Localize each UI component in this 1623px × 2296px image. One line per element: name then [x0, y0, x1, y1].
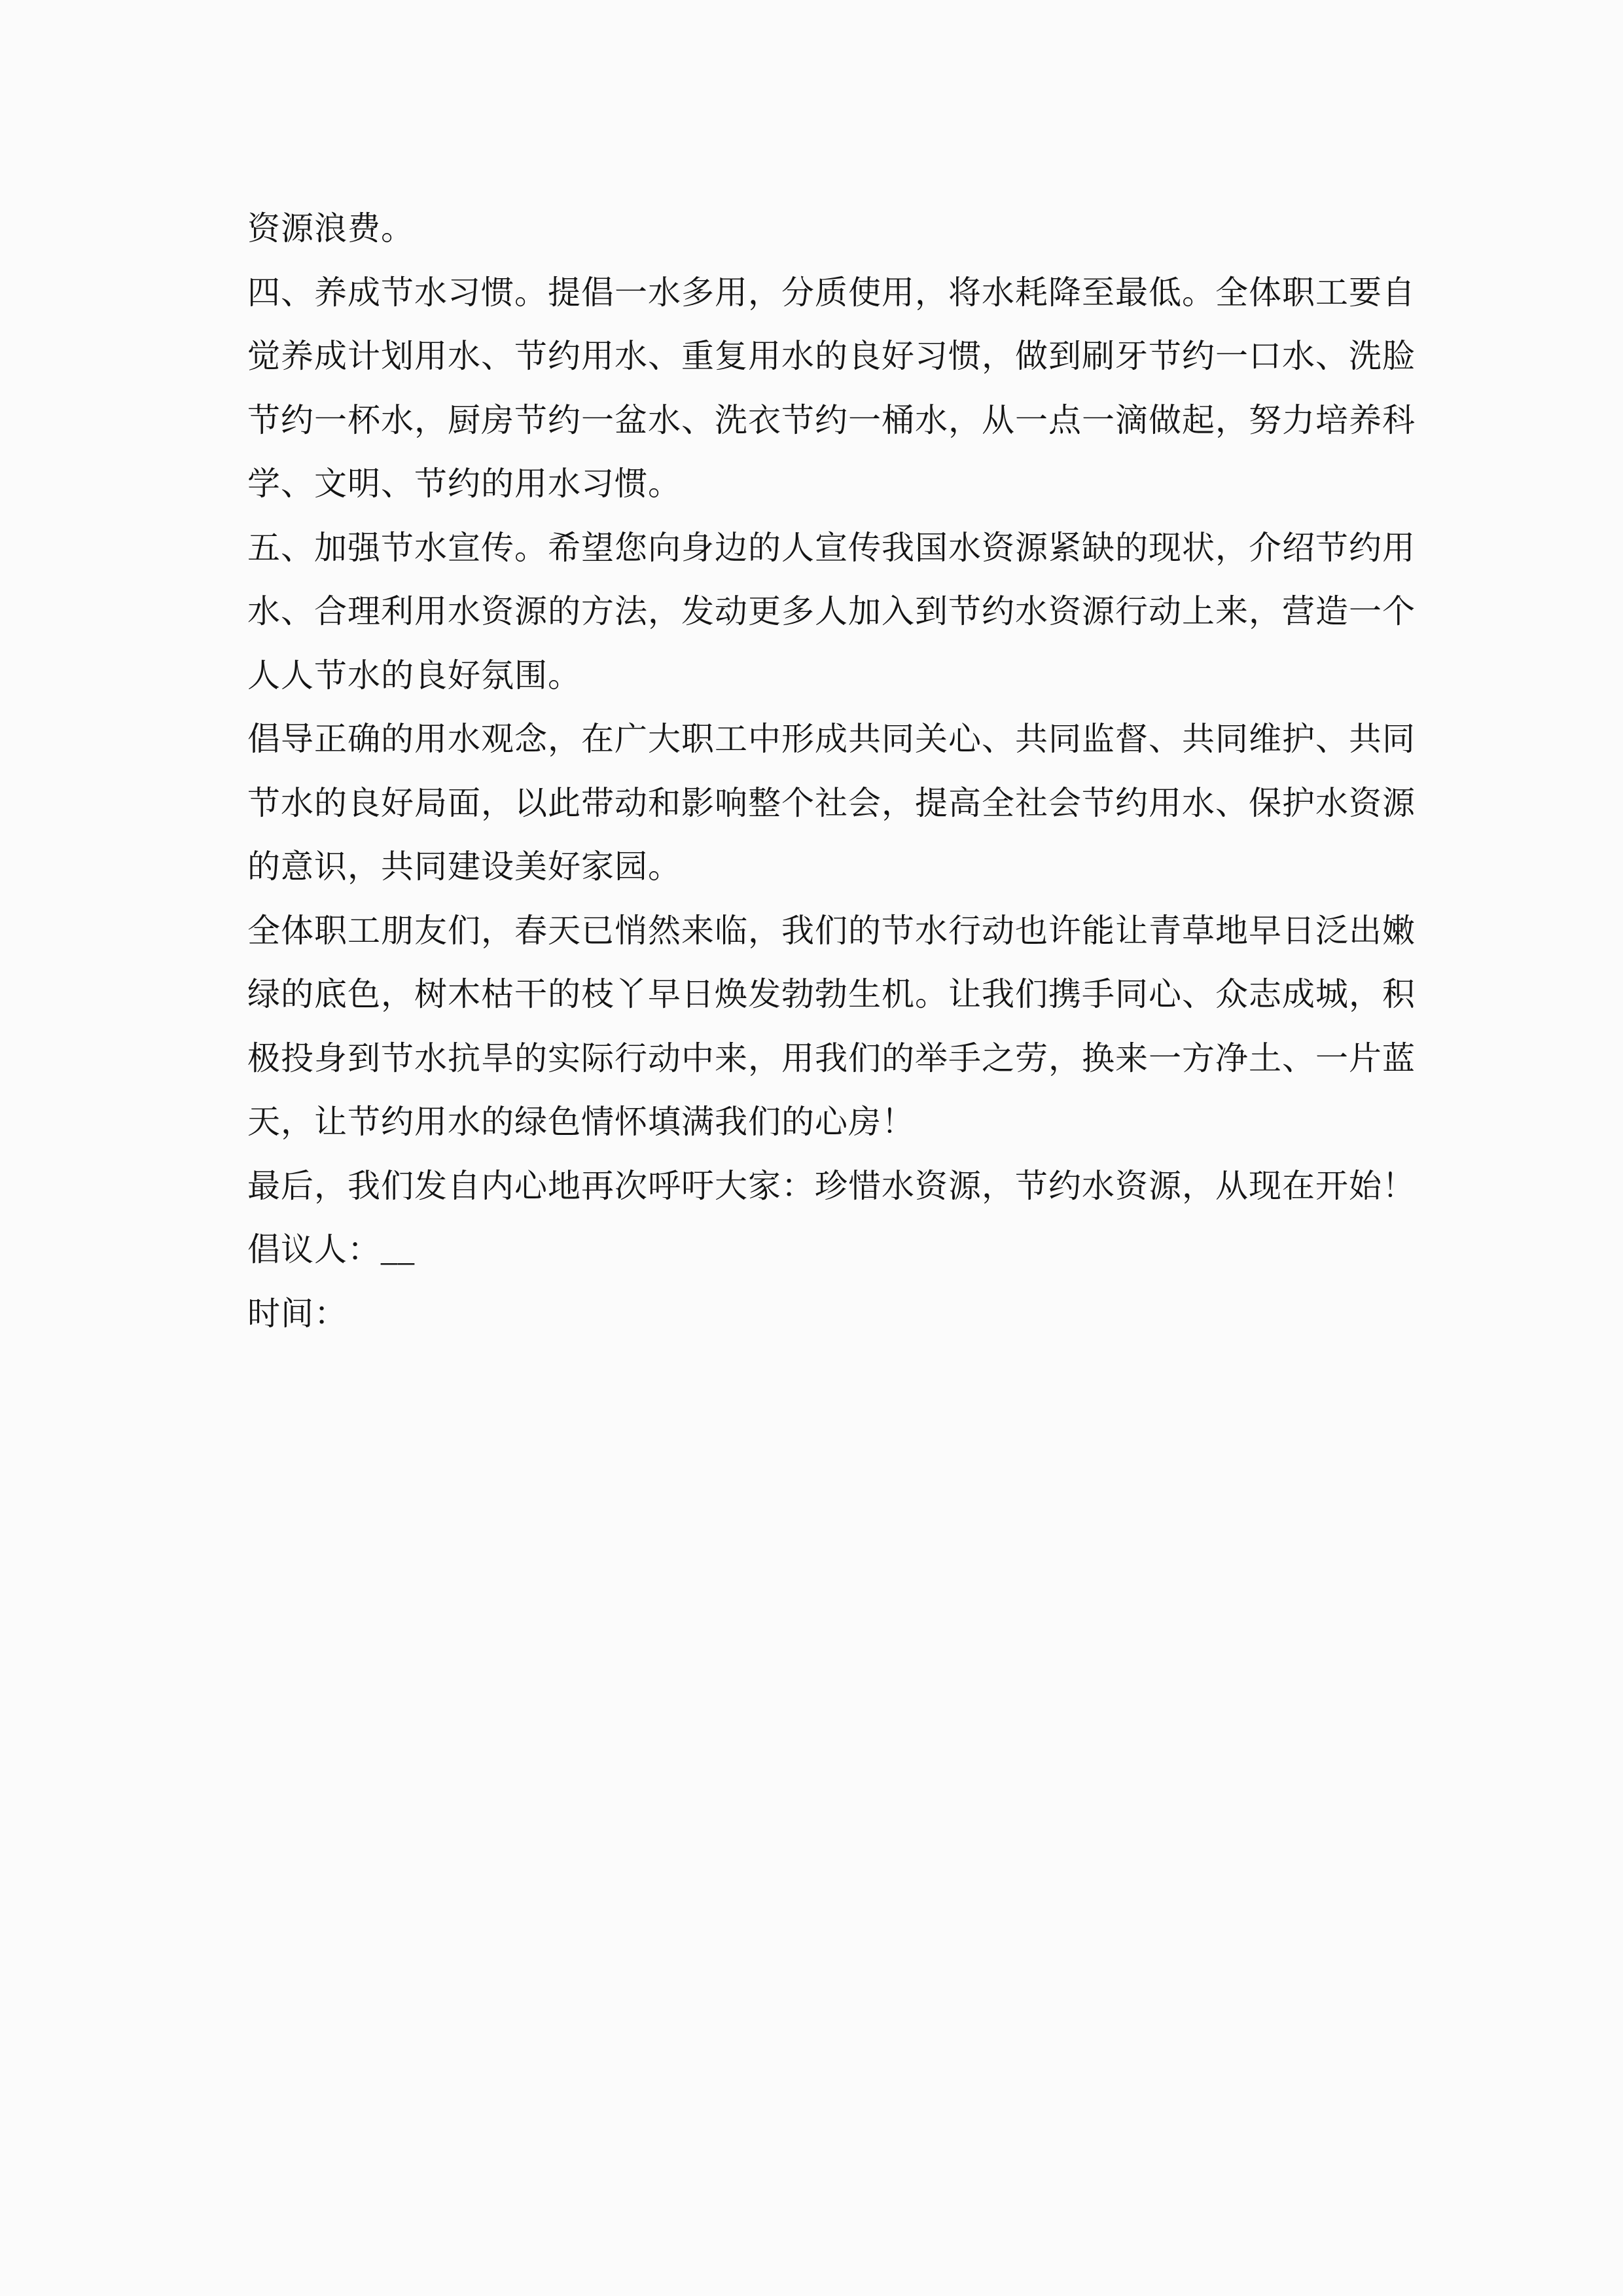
- text-line: 全体职工朋友们，春天已悄然来临，我们的节水行动也许能让青草地早日泛出嫩: [247, 912, 1416, 949]
- text-line: 倡导正确的用水观念，在广大职工中形成共同关心、共同监督、共同维护、共同: [247, 721, 1416, 757]
- text-line: 四、养成节水习惯。提倡一水多用，分质使用，将水耗降至最低。全体职工要自: [247, 274, 1416, 311]
- text-line: 绿的底色，树木枯干的枝丫早日焕发勃勃生机。让我们携手同心、众志成城，积: [247, 976, 1416, 1013]
- text-line: 节约一杯水，厨房节约一盆水、洗衣节约一桶水，从一点一滴做起，努力培养科: [247, 401, 1416, 439]
- text-line: 学、文明、节约的用水习惯。: [247, 465, 681, 502]
- text-line: 人人节水的良好氛围。: [247, 656, 581, 694]
- signature-line: 倡议人：__: [247, 1231, 415, 1268]
- text-line: 觉养成计划用水、节约用水、重复用水的良好习惯，做到刷牙节约一口水、洗脸: [247, 338, 1416, 374]
- text-line: 最后，我们发自内心地再次呼吁大家：珍惜水资源，节约水资源，从现在开始！: [247, 1167, 1416, 1204]
- text-line: 节水的良好局面，以此带动和影响整个社会，提高全社会节约用水、保护水资源: [247, 784, 1416, 821]
- text-line: 资源浪费。: [247, 210, 414, 247]
- text-line: 的意识，共同建设美好家园。: [247, 848, 681, 885]
- text-line: 五、加强节水宣传。希望您向身边的人宣传我国水资源紧缺的现状，介绍节约用: [247, 529, 1416, 566]
- text-line: 极投身到节水抗旱的实际行动中来，用我们的举手之劳，换来一方净土、一片蓝: [247, 1039, 1416, 1077]
- text-line: 水、合理利用水资源的方法，发动更多人加入到节约水资源行动上来，营造一个: [247, 593, 1416, 630]
- date-line: 时间：: [247, 1295, 348, 1332]
- text-line: 天，让节约用水的绿色情怀填满我们的心房！: [247, 1103, 915, 1140]
- document-body: [247, 197, 1491, 1346]
